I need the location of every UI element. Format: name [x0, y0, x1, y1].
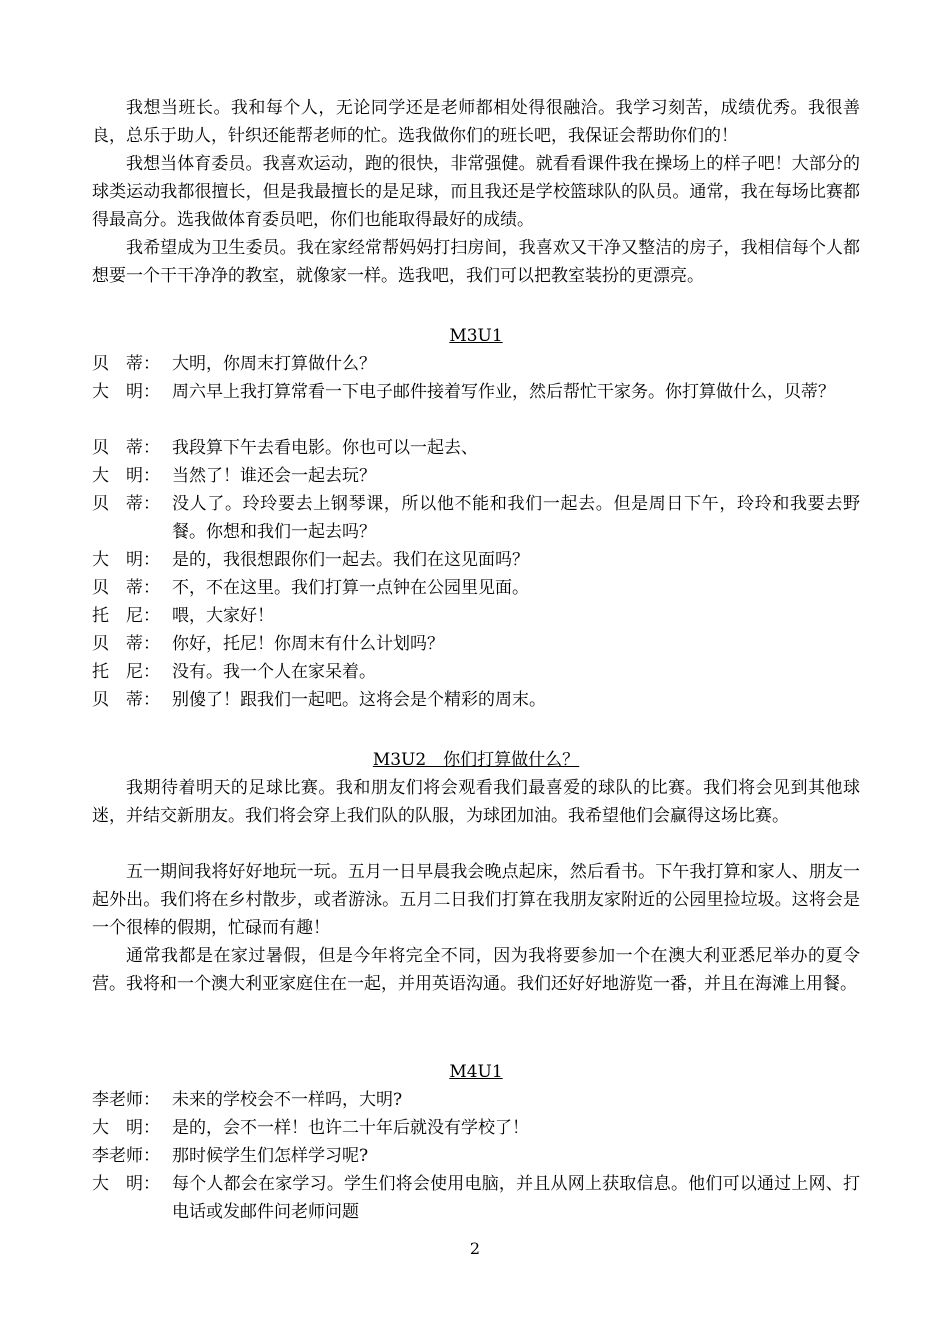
intro-paragraph-sports: 我想当体育委员。我喜欢运动，跑的很快，非常强健。就看看课件我在操场上的样子吧！大部分的球类运动我都很擅长，但是我最擅长的是足球，而且我还是学校篮球队的队员。通常，我在每场比赛都得最高分。选我做体育委员吧，你们也能取得最好的成绩。	[92, 154, 860, 230]
page-number: 2	[469, 1239, 481, 1258]
dialogue-text: 每个人都会在家学习。学生们将会使用电脑，并且从网上获取信息。他们可以通过上网、打电话或发邮件问老师问题	[172, 1174, 860, 1222]
dialogue-text: 没有。我一个人在家呆着。	[172, 662, 376, 682]
speaker-label: 贝 蒂：	[92, 438, 160, 458]
dialogue-line	[92, 1142, 860, 1170]
speaker-label: 大 明：	[92, 382, 160, 402]
intro-paragraph-hygiene: 我希望成为卫生委员。我在家经常帮妈妈打扫房间，我喜欢又干净又整洁的房子，我相信每个人都想要一个干干净净的教室，就像家一样。选我吧，我们可以把教室装扮的更漂亮。	[92, 238, 860, 286]
dialogue-text: 你好，托尼！你周末有什么计划吗？	[172, 634, 444, 654]
dialogue-line	[92, 602, 860, 630]
section-heading-m4u1: M4U1	[449, 1062, 503, 1082]
dialogue-line	[92, 490, 860, 546]
dialogue-line	[92, 350, 860, 378]
dialogue-line	[92, 378, 860, 406]
dialogue-line	[92, 434, 860, 462]
speaker-label: 贝 蒂：	[92, 354, 160, 374]
speaker-label: 托 尼：	[92, 606, 160, 626]
m3u2-paragraph-summer-camp: 通常我都是在家过暑假，但是今年将完全不同，因为我将要参加一个在澳大利亚悉尼举办的夏令营。我将和一个澳大利亚家庭住在一起，并用英语沟通。我们还好好地游览一番，并且在海滩上用餐。	[92, 946, 860, 994]
section-heading-m3u1: M3U1	[449, 326, 503, 346]
speaker-label: 李老师：	[92, 1090, 160, 1110]
dialogue-line	[92, 1114, 860, 1142]
dialogue-line	[92, 630, 860, 658]
dialogue-text: 喂，大家好！	[172, 606, 274, 626]
dialogue-text: 没人了。玲玲要去上钢琴课，所以他不能和我们一起去。但是周日下午，玲玲和我要去野餐。你想和我们一起去吗？	[172, 494, 860, 542]
speaker-label: 贝 蒂：	[92, 578, 160, 598]
dialogue-line	[92, 1170, 860, 1226]
dialogue-text: 当然了！谁还会一起去玩？	[172, 466, 376, 486]
dialogue-text: 别傻了！跟我们一起吧。这将会是个精彩的周末。	[172, 690, 546, 710]
m3u2-paragraph-mayday: 五一期间我将好好地玩一玩。五月一日早晨我会晚点起床，然后看书。下午我打算和家人、朋友一起外出。我们将在乡村散步，或者游泳。五月二日我们打算在我朋友家附近的公园里捡垃圾。这将会是一个很棒的假期，忙碌而有趣！	[92, 862, 860, 938]
section-heading-m3u2: M3U2 你们打算做什么？	[372, 750, 580, 770]
dialogue-text: 不，不在这里。我们打算一点钟在公园里见面。	[172, 578, 529, 598]
dialogue-line	[92, 658, 860, 686]
speaker-label: 贝 蒂：	[92, 494, 160, 514]
dialogue-line	[92, 686, 860, 714]
dialogue-text: 周六早上我打算常看一下电子邮件接着写作业，然后帮忙干家务。你打算做什么，贝蒂？	[172, 382, 835, 402]
speaker-label: 大 明：	[92, 550, 160, 570]
dialogue-line	[92, 462, 860, 490]
dialogue-text: 是的，我很想跟你们一起去。我们在这见面吗？	[172, 550, 529, 570]
speaker-label: 托 尼：	[92, 662, 160, 682]
dialogue-line	[92, 546, 860, 574]
dialogue-text: 是的，会不一样！也许二十年后就没有学校了！	[172, 1118, 529, 1138]
speaker-label: 大 明：	[92, 1174, 160, 1194]
dialogue-text: 未来的学校会不一样吗，大明?	[172, 1090, 403, 1110]
dialogue-text: 大明，你周末打算做什么？	[172, 354, 376, 374]
dialogue-line	[92, 574, 860, 602]
m3u2-paragraph-football: 我期待着明天的足球比赛。我和朋友们将会观看我们最喜爱的球队的比赛。我们将会见到其他球迷，并结交新朋友。我们将会穿上我们队的队服，为球团加油。我希望他们会赢得这场比赛。	[92, 778, 860, 826]
speaker-label: 李老师：	[92, 1146, 160, 1166]
dialogue-text: 我段算下午去看电影。你也可以一起去、	[172, 438, 478, 458]
speaker-label: 贝 蒂：	[92, 634, 160, 654]
dialogue-text: 那时候学生们怎样学习呢?	[172, 1146, 369, 1166]
speaker-label: 大 明：	[92, 466, 160, 486]
intro-paragraph-monitor: 我想当班长。我和每个人，无论同学还是老师都相处得很融洽。我学习刻苦，成绩优秀。我很善良，总乐于助人，针织还能帮老师的忙。选我做你们的班长吧，我保证会帮助你们的！	[92, 98, 860, 146]
speaker-label: 大 明：	[92, 1118, 160, 1138]
speaker-label: 贝 蒂：	[92, 690, 160, 710]
dialogue-line	[92, 1086, 860, 1114]
